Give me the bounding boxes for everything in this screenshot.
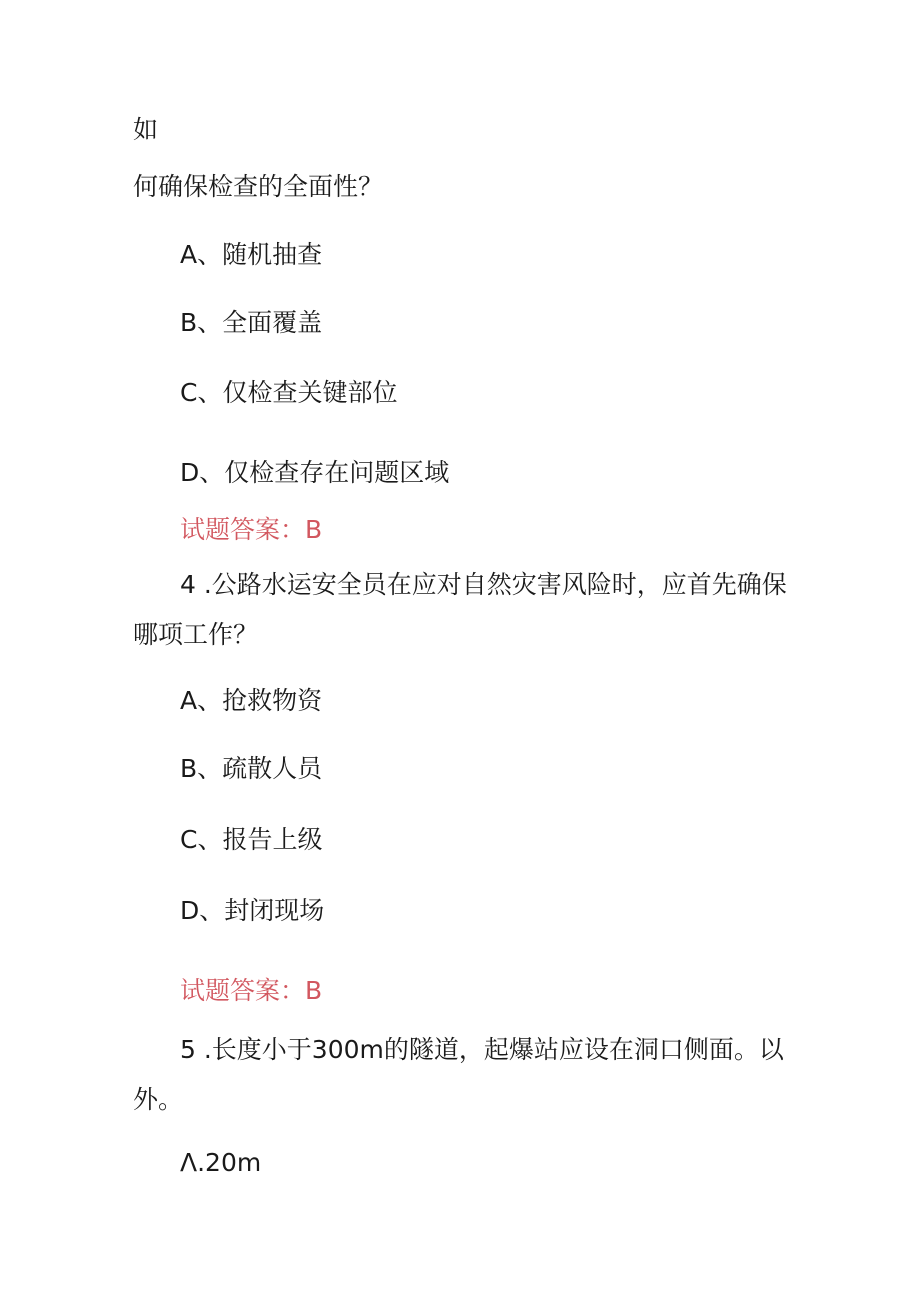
question-3-option-c: C、仅检查关键部位 [180,378,398,407]
question-4-option-d: D、封闭现场 [180,896,325,925]
question-4-stem-line2: 哪项工作？ [133,620,259,649]
question-5-stem-line2: 外。 [133,1085,184,1114]
question-4-option-b: B、疏散人员 [180,754,323,783]
question-4-option-a: A、抢救物资 [180,686,323,715]
question-3-stem-line1: 如 [133,115,159,144]
question-3-stem-line2: 何确保检查的全面性？ [133,172,384,201]
question-4-stem-line1: 4 .公路水运安全员在应对自然灾害风险时，应首先确保 [180,570,787,599]
question-3-option-a: A、随机抽查 [180,240,323,269]
question-5-stem-line1: 5 .长度小于300m的隧道，起爆站应设在洞口侧面。以 [180,1035,784,1064]
question-4-option-c: C、报告上级 [180,825,323,854]
question-4-answer: 试题答案：B [180,976,323,1005]
question-3-answer: 试题答案：B [180,515,323,544]
question-5-option-a: Λ.20m [180,1148,262,1177]
question-3-option-b: B、全面覆盖 [180,308,323,337]
question-3-option-d: D、仅检查存在问题区域 [180,458,450,487]
